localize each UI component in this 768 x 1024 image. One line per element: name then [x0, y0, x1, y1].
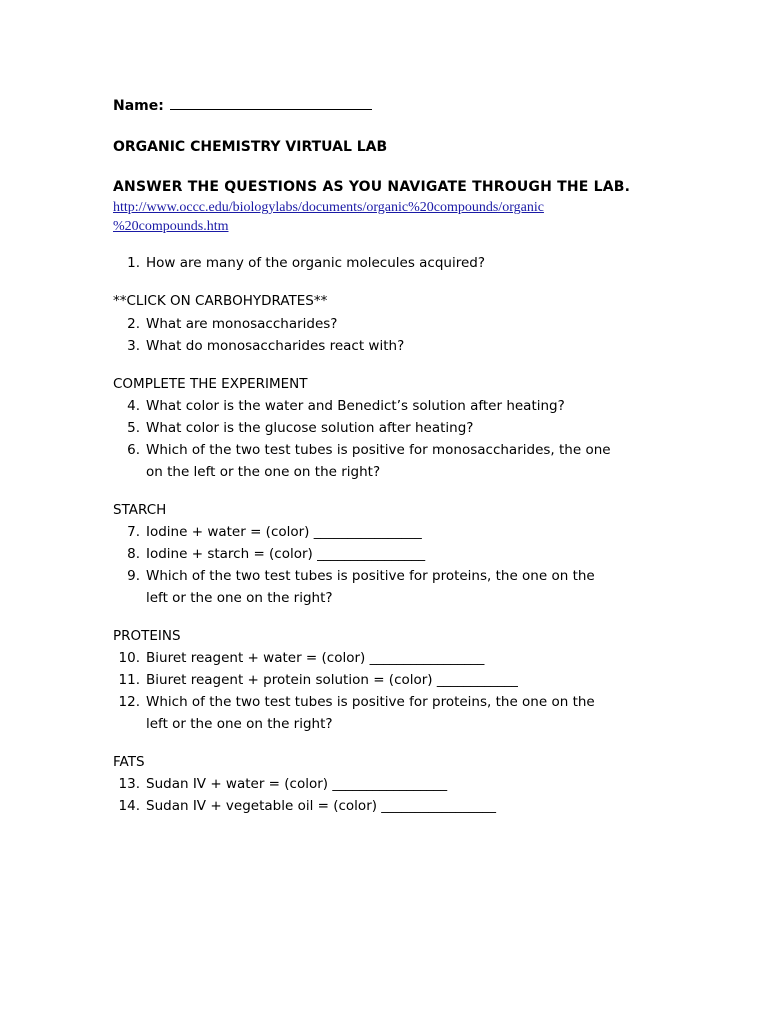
- question-number: 8.: [127, 546, 140, 562]
- question-text: Biuret reagent + water = (color) _________________: [146, 650, 485, 666]
- section-experiment: COMPLETE THE EXPERIMENT: [113, 376, 308, 392]
- name-field-row: [113, 95, 372, 114]
- question-number: 5.: [127, 420, 140, 436]
- question-number: 2.: [127, 316, 140, 332]
- question-number: 3.: [127, 338, 140, 354]
- question-text: Which of the two test tubes is positive for monosaccharides, the one: [146, 442, 611, 458]
- question-text: Which of the two test tubes is positive for proteins, the one on the: [146, 694, 595, 710]
- lab-link[interactable]: [113, 198, 593, 236]
- question-number: 4.: [127, 398, 140, 414]
- question-text: What color is the water and Benedict’s solution after heating?: [146, 398, 565, 414]
- question-number: 6.: [127, 442, 140, 458]
- question-number: 13.: [118, 776, 140, 792]
- question-6-continuation: on the left or the one on the right?: [146, 464, 381, 480]
- lab-link-line-2[interactable]: %20compounds.htm: [113, 219, 229, 234]
- question-text: Iodine + starch = (color) ________________: [146, 546, 426, 562]
- question-12-continuation: left or the one on the right?: [146, 716, 333, 732]
- question-number: 14.: [118, 798, 140, 814]
- question-text: Sudan IV + water = (color) _________________: [146, 776, 448, 792]
- question-9-continuation: left or the one on the right?: [146, 590, 333, 606]
- question-number: 11.: [118, 672, 140, 688]
- lab-link-line-1[interactable]: http://www.occc.edu/biologylabs/documents/organic%20compounds/organic: [113, 200, 544, 215]
- section-starch: STARCH: [113, 502, 167, 518]
- question-number: 7.: [127, 524, 140, 540]
- question-text: What are monosaccharides?: [146, 316, 338, 332]
- question-text: Iodine + water = (color) ________________: [146, 524, 422, 540]
- section-proteins: PROTEINS: [113, 628, 181, 644]
- section-carbohydrates: **CLICK ON CARBOHYDRATES**: [113, 293, 328, 309]
- question-text: What color is the glucose solution after heating?: [146, 420, 474, 436]
- section-fats: FATS: [113, 754, 145, 770]
- question-text: Sudan IV + vegetable oil = (color) _________________: [146, 798, 497, 814]
- question-number: 9.: [127, 568, 140, 584]
- question-number: 12.: [118, 694, 140, 710]
- question-text: How are many of the organic molecules acquired?: [146, 255, 486, 271]
- instruction-text: ANSWER THE QUESTIONS AS YOU NAVIGATE THROUGH THE LAB.: [113, 179, 631, 195]
- name-blank-line[interactable]: [170, 95, 372, 110]
- question-text: Which of the two test tubes is positive for proteins, the one on the: [146, 568, 595, 584]
- question-text: Biuret reagent + protein solution = (color) ____________: [146, 672, 518, 688]
- question-number: 10.: [118, 650, 140, 666]
- page-title: ORGANIC CHEMISTRY VIRTUAL LAB: [113, 139, 388, 155]
- question-number: 1.: [127, 255, 140, 271]
- name-label: Name:: [113, 98, 164, 114]
- question-text: What do monosaccharides react with?: [146, 338, 405, 354]
